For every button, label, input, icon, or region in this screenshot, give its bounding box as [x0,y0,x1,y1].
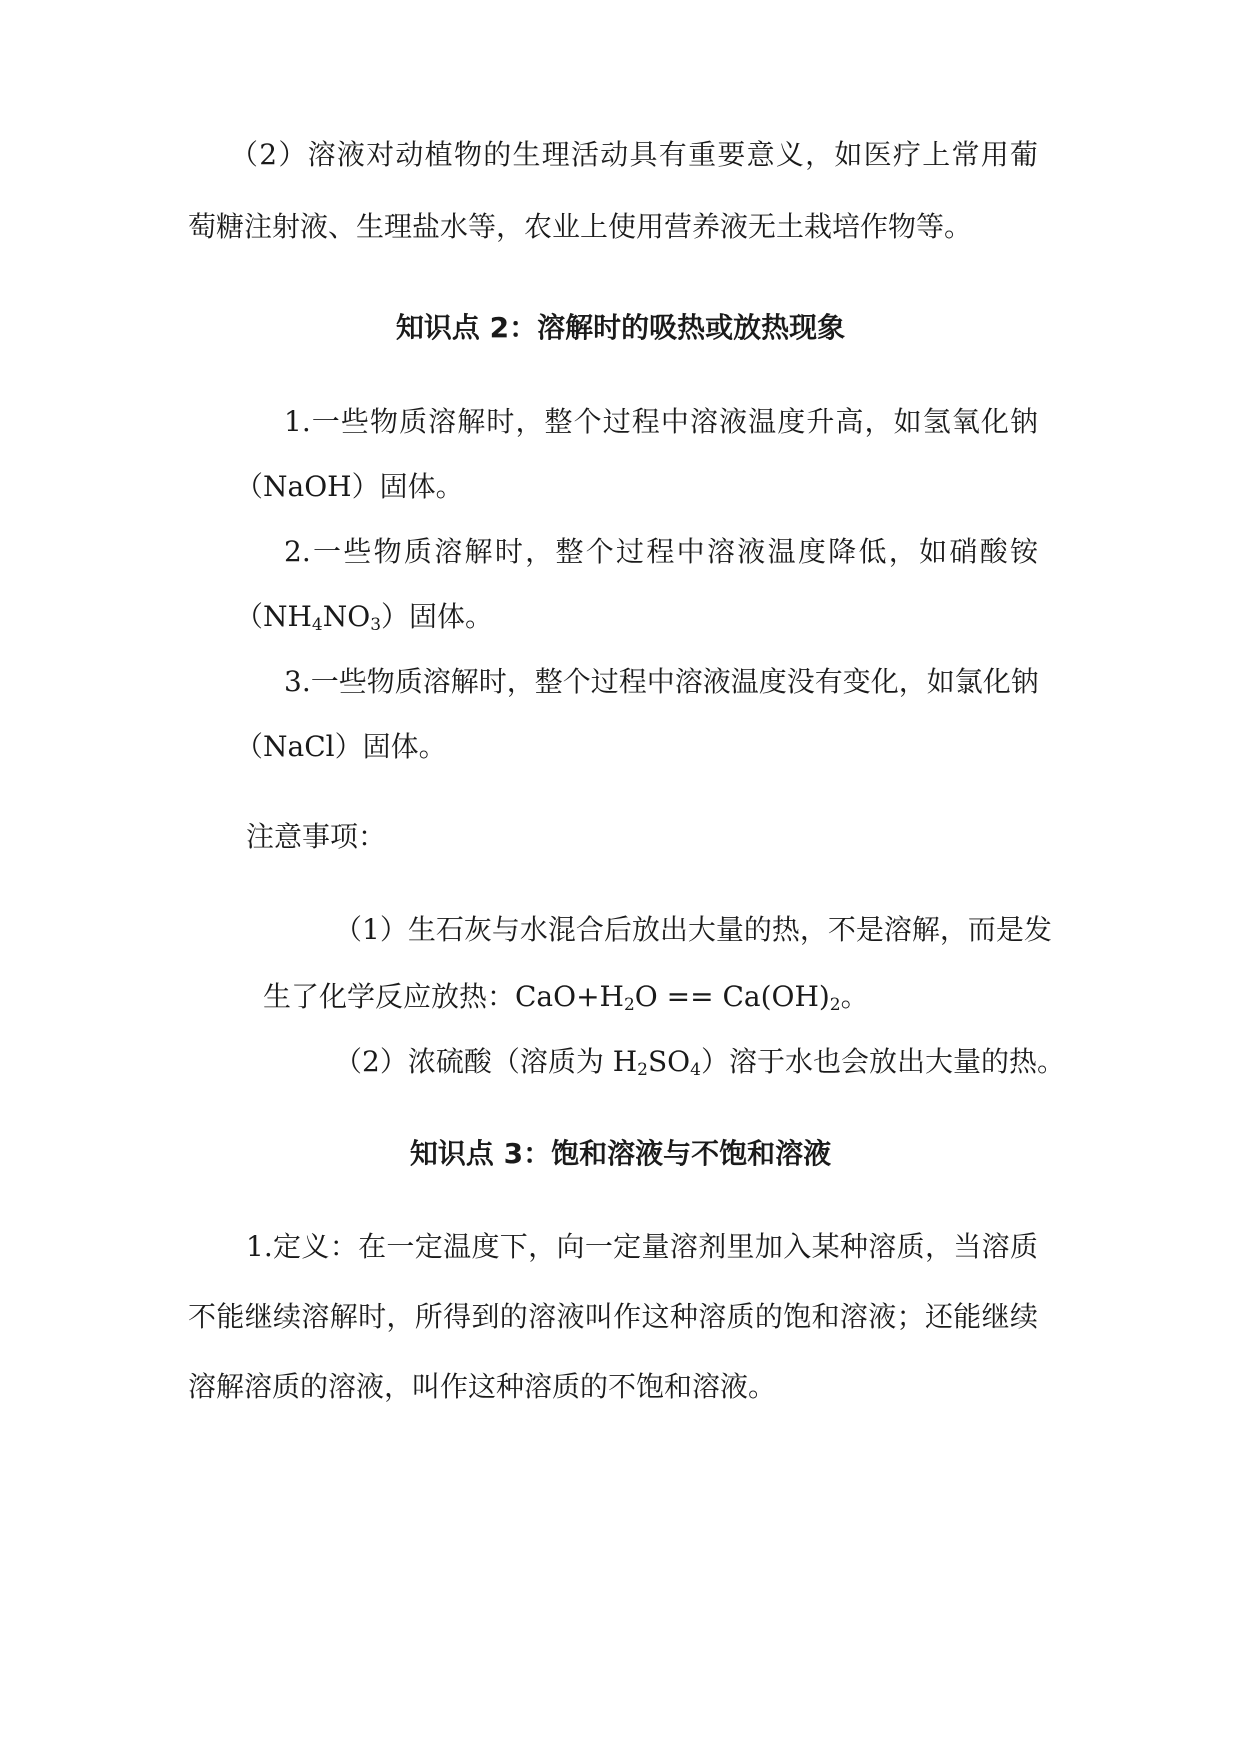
note-line: （1）生石灰与水混合后放出大量的热，不是溶解，而是发 [334,913,1052,946]
formula-text: ）溶于水也会放出大量的热。 [700,1045,1065,1078]
list-item-line: 3.一些物质溶解时，整个过程中溶液温度没有变化，如氯化钠 [284,665,1039,698]
notes-title: 注意事项： [246,820,387,853]
subscript: 2 [623,995,635,1015]
definition-line: 不能继续溶解时，所得到的溶液叫作这种溶质的饱和溶液；还能继续 [188,1300,1038,1333]
subscript: 2 [829,995,841,1015]
definition-line: 1.定义：在一定温度下，向一定量溶剂里加入某种溶质，当溶质 [246,1230,1038,1263]
subscript: 2 [637,1060,648,1080]
subscript: 3 [370,615,382,635]
formula-text: 。 [840,980,869,1013]
list-item-line: （NaOH）固体。 [235,470,464,503]
paragraph-line: （2）溶液对动植物的生理活动具有重要意义，如医疗上常用葡 [230,138,1038,171]
formula-text: ）固体。 [381,600,494,633]
note-line [334,1044,1065,1080]
list-item-line: 1.一些物质溶解时，整个过程中溶液温度升高，如氢氧化钠 [284,405,1038,438]
formula-text: （NH [235,600,312,633]
subscript: 4 [311,615,323,635]
list-item-line: （NaCl）固体。 [235,730,447,763]
note-line [263,979,869,1015]
formula-text: NO [322,600,371,633]
definition-line: 溶解溶质的溶液，叫作这种溶质的不饱和溶液。 [188,1370,777,1403]
section-heading-kp2: 知识点 2：溶解时的吸热或放热现象 [395,311,846,344]
formula-text: （2）浓硫酸（溶质为 H [334,1045,638,1078]
paragraph-line: 萄糖注射液、生理盐水等，农业上使用营养液无土栽培作物等。 [188,210,973,243]
formula-text: 生了化学反应放热：CaO+H [263,980,624,1013]
formula-text: SO [647,1045,691,1078]
formula-text: O == Ca(OH) [634,980,830,1013]
list-item-line [235,599,493,635]
section-heading-kp3: 知识点 3：饱和溶液与不饱和溶液 [409,1137,832,1170]
list-item-line: 2.一些物质溶解时，整个过程中溶液温度降低，如硝酸铵 [284,535,1038,568]
subscript: 4 [690,1060,701,1080]
